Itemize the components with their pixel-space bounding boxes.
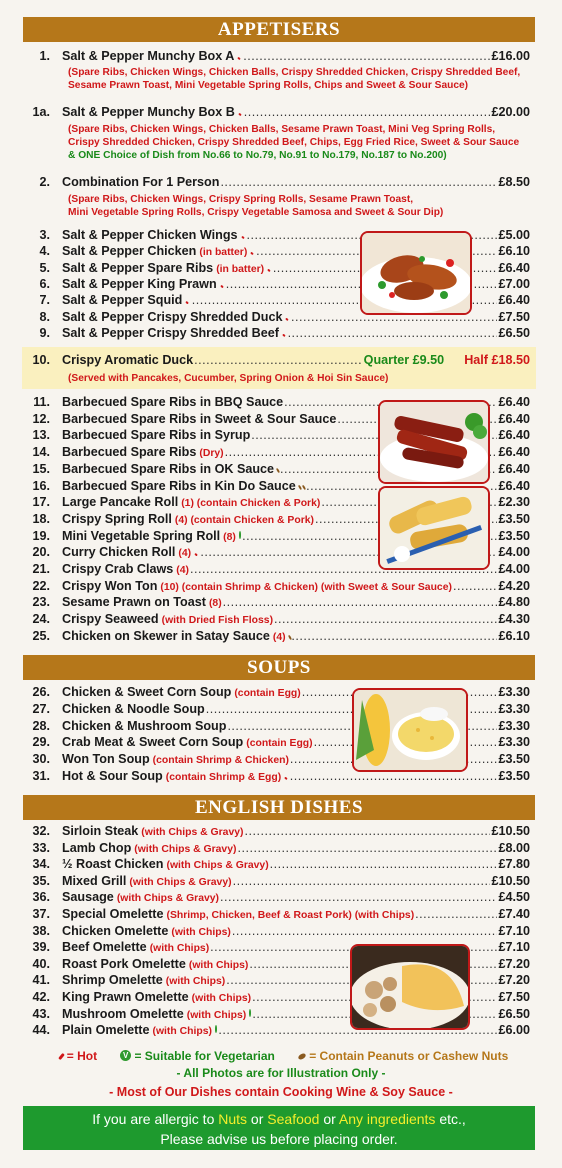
item-name: Large Pancake Roll: [62, 495, 179, 510]
item-number: 2.: [39, 175, 50, 189]
item-note: (4): [176, 565, 189, 576]
item-number: 42.: [32, 990, 50, 1004]
item-price: £6.40: [498, 428, 530, 443]
item-price: £6.40: [498, 293, 530, 308]
item-price: £7.20: [498, 956, 530, 971]
item-note: (with Chips): [186, 1009, 247, 1021]
quarter-price: Quarter £9.50: [363, 353, 445, 367]
item-name: Chicken Omelette: [62, 923, 169, 938]
item-number: 5.: [39, 260, 50, 275]
item-name: Barbecued Spare Ribs in Syrup: [62, 428, 251, 443]
item-price: £6.40: [498, 260, 530, 275]
hot-chili-icon: [58, 1053, 65, 1060]
menu-item-42: [0, 989, 562, 1006]
item-name: Barbecued Spare Ribs in Kin Do Sauce: [62, 478, 296, 493]
desc-line: Mini Vegetable Spring Rolls, Crispy Vegetable Samosa and Sweet & Sour Dip): [68, 207, 444, 218]
item-name: Salt & Pepper Chicken Wings: [62, 228, 238, 242]
item-number: 17.: [32, 495, 50, 510]
item-note: (with Chips & Gravy): [134, 843, 237, 855]
item-price: £4.00: [498, 545, 530, 560]
item-name: Beef Omelette: [62, 940, 147, 955]
item-number: 1a.: [32, 105, 50, 119]
desc-line: (Spare Ribs, Chicken Wings, Crispy Spring Rolls, Sesame Prawn Toast,: [68, 194, 414, 205]
item-number: 36.: [32, 890, 50, 905]
item-note: (8): [208, 598, 222, 610]
hot-chili-icon: [241, 236, 245, 239]
vegetarian-icon: V: [120, 1050, 131, 1061]
allergy-text: or: [247, 1111, 268, 1127]
allergy-any: Any ingredients: [338, 1111, 436, 1127]
allergy-text: etc.,: [435, 1111, 466, 1127]
menu-item-31: [0, 768, 562, 785]
item-number: 40.: [32, 956, 50, 971]
item-description: [68, 66, 538, 92]
item-number: 24.: [32, 612, 50, 627]
item-name: Mini Vegetable Spring Roll: [62, 528, 221, 543]
allergy-line-2: Please advise us before placing order.: [160, 1131, 398, 1147]
vegetarian-icon: [239, 531, 241, 539]
menu-item-7: [0, 292, 562, 309]
item-name: Mushroom Omelette: [62, 1006, 184, 1021]
item-price: £4.20: [498, 578, 530, 593]
item-number: 39.: [32, 940, 50, 955]
item-price: £7.80: [498, 857, 530, 872]
legend: [0, 1049, 562, 1063]
vegetarian-icon: [215, 1025, 217, 1033]
item-name: Roast Pork Omelette: [62, 956, 186, 971]
photos-notice: - All Photos are for Illustration Only -: [176, 1066, 386, 1080]
item-number: 1.: [39, 49, 50, 63]
spare-ribs-photo: [378, 400, 490, 484]
hot-chili-icon: [186, 301, 190, 305]
item-price: £7.20: [498, 973, 530, 988]
item-price: £7.50: [498, 990, 530, 1004]
desc-line: Crispy Shredded Chicken, Crispy Shredded Beef, Chips, Egg Fried Rice, Sweet & Sour Sauce: [68, 137, 520, 148]
allergy-nuts: Nuts: [218, 1111, 248, 1127]
hot-chili-icon: [267, 268, 270, 271]
item-name: Combination For 1 Person: [62, 175, 220, 189]
item-price: £8.00: [498, 840, 530, 855]
item-name: Salt & Pepper Chicken: [62, 244, 197, 259]
hot-chili-icon: [238, 57, 242, 60]
desc-line: (Spare Ribs, Chicken Wings, Chicken Balls, Crispy Shredded Chicken, Crispy Shredded Beef,: [68, 67, 521, 78]
item-number: 29.: [32, 735, 50, 750]
item-number: 23.: [32, 595, 50, 610]
item-note: (with Chips): [152, 1026, 212, 1038]
menu-item-1: [0, 48, 562, 65]
menu-item-22: [0, 578, 562, 595]
item-price: £6.50: [498, 325, 530, 340]
desc-line: & ONE Choice of Dish from No.66 to No.79, No.91 to No.179, No.187 to No.200): [68, 150, 447, 161]
item-note: (4) (contain Chicken & Pork): [174, 514, 314, 526]
item-name: Plain Omelette: [62, 1023, 150, 1038]
menu-item-34: [0, 856, 562, 873]
item-note: (with Chips & Gravy): [116, 893, 219, 905]
hot-chili-icon: [282, 334, 285, 337]
item-note: (Dry): [199, 448, 224, 460]
item-name: Crispy Crab Claws: [62, 562, 174, 576]
menu-item-1a: [0, 104, 562, 121]
allergy-text: If you are allergic to: [92, 1111, 219, 1127]
item-note: (4): [178, 548, 192, 560]
legend-veg: = Suitable for Vegetarian: [134, 1049, 275, 1063]
menu-item-3: [0, 227, 562, 244]
item-price: £4.00: [498, 562, 530, 576]
allergy-line-1: [23, 1109, 535, 1129]
item-price: £5.00: [498, 228, 530, 242]
item-price: £8.50: [498, 175, 530, 189]
menu-item-32: [0, 823, 562, 840]
item-name: Sirloin Steak: [62, 824, 139, 838]
item-price: £10.50: [491, 824, 530, 838]
item-note: (with Chips): [165, 976, 226, 988]
item-note: (with Chips & Gravy): [141, 827, 244, 838]
item-number: 32.: [32, 824, 50, 838]
item-number: 31.: [32, 769, 50, 783]
item-note: (with Dried Fish Floss): [161, 615, 274, 627]
item-price: £3.50: [498, 528, 530, 543]
item-name: Crispy Won Ton: [62, 578, 158, 593]
omelette-photo: [350, 944, 470, 1030]
menu-item-36: [0, 889, 562, 906]
item-number: 26.: [32, 685, 50, 699]
hot-chili-icon: [286, 317, 289, 320]
item-note: (with Chips): [191, 993, 252, 1004]
item-price: £3.50: [498, 769, 530, 783]
allergy-text: or: [319, 1111, 339, 1127]
item-name: Salt & Pepper King Prawn: [62, 276, 217, 291]
desc-line: (Spare Ribs, Chicken Wings, Chicken Balls, Sesame Prawn Toast, Mini Veg Spring Rolls,: [68, 124, 496, 135]
item-number: 43.: [32, 1006, 50, 1021]
item-name: Salt & Pepper Munchy Box A: [62, 49, 235, 63]
item-price: £6.10: [498, 244, 530, 259]
menu-item-38: [0, 923, 562, 940]
item-price: £6.40: [498, 411, 530, 426]
half-price: Half £18.50: [464, 353, 530, 367]
item-price: £4.30: [498, 612, 530, 627]
item-name: Hot & Sour Soup: [62, 769, 163, 783]
item-note: (contain Egg): [246, 738, 313, 750]
hot-chili-icon: [284, 777, 287, 780]
item-name: Salt & Pepper Crispy Shredded Duck: [62, 309, 283, 324]
cooking-wine-notice: - Most of Our Dishes contain Cooking Wine & Soy Sauce -: [109, 1085, 453, 1099]
item-description: (Served with Pancakes, Cucumber, Spring Onion & Hoi Sin Sauce): [68, 373, 389, 384]
menu-item-29: [0, 734, 562, 751]
desc-line: Sesame Prawn Toast, Mini Vegetable Spring Rolls, Chips and Sweet & Sour Sauce): [68, 80, 469, 91]
item-name: Barbecued Spare Ribs in OK Sauce: [62, 461, 275, 476]
item-name: Barbecued Spare Ribs in BBQ Sauce: [62, 395, 284, 409]
item-price: £16.00: [491, 49, 530, 63]
item-price: £7.10: [498, 940, 530, 955]
item-note: (with Chips): [171, 926, 231, 938]
menu-item-25: [0, 628, 562, 645]
menu-item-40: [0, 956, 562, 973]
section-banner-soups: SOUPS: [23, 655, 535, 680]
item-number: 38.: [32, 923, 50, 938]
item-number: 7.: [39, 293, 50, 308]
menu-item-44: [0, 1022, 562, 1039]
menu-item-24: [0, 611, 562, 628]
item-name: Salt & Pepper Spare Ribs: [62, 260, 214, 275]
menu-item-10: [0, 352, 562, 369]
item-number: 27.: [32, 701, 50, 716]
menu-item-43: [0, 1006, 562, 1023]
menu-item-26: [0, 684, 562, 701]
item-number: 20.: [32, 545, 50, 560]
item-number: 33.: [32, 840, 50, 855]
item-number: 6.: [39, 276, 50, 291]
item-name: Chicken & Sweet Corn Soup: [62, 685, 232, 699]
item-number: 35.: [32, 873, 50, 888]
item-price: £7.40: [498, 907, 530, 921]
item-note: (1) (contain Chicken & Pork): [181, 498, 321, 510]
item-name: Salt & Pepper Crispy Shredded Beef: [62, 325, 279, 340]
item-note: (4): [272, 631, 286, 643]
item-name: Curry Chicken Roll: [62, 545, 176, 560]
menu-item-9: [0, 325, 562, 342]
item-name: King Prawn Omelette: [62, 990, 189, 1004]
item-description: [68, 193, 538, 219]
hot-chili-icon: [194, 553, 198, 557]
item-price: £2.30: [498, 495, 530, 510]
item-price: £3.30: [498, 718, 530, 733]
item-note: (10) (contain Shrimp & Chicken) (with Sweet & Sour Sauce): [160, 581, 452, 593]
menu-item-4: [0, 243, 562, 260]
menu-item-8: [0, 309, 562, 326]
allergy-seafood: Seafood: [267, 1111, 320, 1127]
section-banner-english: ENGLISH DISHES: [23, 795, 535, 820]
menu-item-37: [0, 906, 562, 923]
item-price: £4.50: [498, 890, 530, 905]
item-number: 8.: [39, 309, 50, 324]
item-name: Chicken on Skewer in Satay Sauce: [62, 628, 270, 643]
item-price: £3.30: [498, 701, 530, 716]
item-number: 12.: [32, 411, 50, 426]
sweetcorn-soup-photo: [352, 688, 468, 772]
item-name: Crispy Seaweed: [62, 612, 159, 627]
item-price: £3.50: [498, 511, 530, 526]
item-name: Sausage: [62, 890, 114, 905]
item-price: £6.40: [498, 461, 530, 476]
item-number: 30.: [32, 752, 50, 767]
item-name: Crispy Aromatic Duck: [62, 353, 194, 367]
item-price: £4.80: [498, 595, 530, 610]
menu-item-39: [0, 939, 562, 956]
item-note: (8): [223, 531, 236, 543]
item-name: Shrimp Omelette: [62, 973, 163, 988]
item-note: (contain Shrimp & Chicken): [152, 755, 289, 767]
item-name: Mixed Grill: [62, 873, 127, 888]
item-number: 37.: [32, 907, 50, 921]
item-price: £3.30: [498, 735, 530, 750]
item-price: £6.40: [498, 445, 530, 460]
item-note: (with Chips & Gravy): [129, 876, 232, 888]
item-price: £6.00: [498, 1023, 530, 1038]
item-number: 18.: [32, 511, 50, 526]
legend-hot: = Hot: [66, 1049, 98, 1063]
item-price: £6.50: [498, 1006, 530, 1021]
item-number: 15.: [32, 461, 50, 476]
menu-item-5: [0, 260, 562, 277]
item-name: Salt & Pepper Munchy Box B: [62, 105, 235, 119]
item-number: 41.: [32, 973, 50, 988]
item-name: Barbecued Spare Ribs in Sweet & Sour Sauce: [62, 411, 337, 426]
item-price: £7.10: [498, 923, 530, 938]
menu-item-2: [0, 174, 562, 191]
item-name: Won Ton Soup: [62, 752, 150, 767]
item-name: Barbecued Spare Ribs: [62, 445, 197, 460]
item-description: [68, 123, 538, 162]
item-number: 10.: [32, 353, 50, 367]
item-note: (contain Egg): [234, 688, 301, 699]
item-price: £20.00: [491, 105, 530, 119]
item-price: £6.10: [498, 628, 530, 643]
menu-item-6: [0, 276, 562, 293]
item-name: Chicken & Noodle Soup: [62, 701, 205, 716]
item-name: Salt & Pepper Squid: [62, 293, 183, 308]
item-number: 19.: [32, 528, 50, 543]
item-number: 25.: [32, 628, 50, 643]
nut-icon: [297, 1053, 306, 1061]
menu-item-41: [0, 972, 562, 989]
hot-chili-icon: [238, 113, 242, 116]
hot-chili-icon: [250, 252, 253, 255]
allergy-notice: [23, 1106, 535, 1150]
hot-chili-icon: [220, 285, 224, 289]
item-note: (with Chips): [188, 959, 249, 971]
item-note: (Shrimp, Chicken, Beef & Roast Pork) (with Chips): [166, 910, 415, 921]
item-price: £7.50: [498, 309, 530, 324]
item-name: ½ Roast Chicken: [62, 857, 164, 872]
item-number: 44.: [32, 1023, 50, 1038]
item-price: £3.30: [498, 685, 530, 699]
item-number: 4.: [39, 244, 50, 259]
menu-item-28: [0, 718, 562, 735]
menu-item-33: [0, 840, 562, 857]
item-note: (in batter): [216, 263, 265, 275]
item-name: Crab Meat & Sweet Corn Soup: [62, 735, 244, 750]
menu-item-23: [0, 594, 562, 611]
menu-item-30: [0, 751, 562, 768]
item-name: Special Omelette: [62, 907, 164, 921]
item-number: 21.: [32, 562, 50, 576]
item-number: 11.: [33, 395, 50, 409]
item-number: 9.: [39, 325, 50, 340]
item-number: 14.: [32, 445, 50, 460]
menu-item-35: [0, 873, 562, 890]
legend-nuts: = Contain Peanuts or Cashew Nuts: [309, 1049, 509, 1063]
spring-rolls-photo: [378, 486, 490, 570]
item-price: £7.00: [498, 276, 530, 291]
item-name: Chicken & Mushroom Soup: [62, 718, 227, 733]
item-number: 3.: [39, 228, 50, 242]
item-price: £10.50: [491, 873, 530, 888]
item-note: (contain Shrimp & Egg): [165, 772, 282, 783]
item-name: Crispy Spring Roll: [62, 511, 172, 526]
menu-item-27: [0, 701, 562, 718]
item-note: (in batter): [199, 247, 248, 259]
item-name: Lamb Chop: [62, 840, 132, 855]
item-note: (with Chips & Gravy): [166, 860, 269, 872]
item-number: 16.: [32, 478, 50, 493]
item-number: 22.: [32, 578, 50, 593]
item-number: 28.: [32, 718, 50, 733]
item-note: (with Chips): [149, 943, 210, 955]
section-banner-appetisers: APPETISERS: [23, 17, 535, 42]
item-name: Sesame Prawn on Toast: [62, 595, 206, 610]
item-number: 13.: [32, 428, 50, 443]
chicken-wings-photo: [360, 231, 472, 315]
item-price: £6.40: [498, 478, 530, 493]
item-number: 34.: [32, 857, 50, 872]
vegetarian-icon: [249, 1009, 251, 1017]
item-price: £3.50: [498, 752, 530, 767]
item-price: £6.40: [498, 395, 530, 409]
